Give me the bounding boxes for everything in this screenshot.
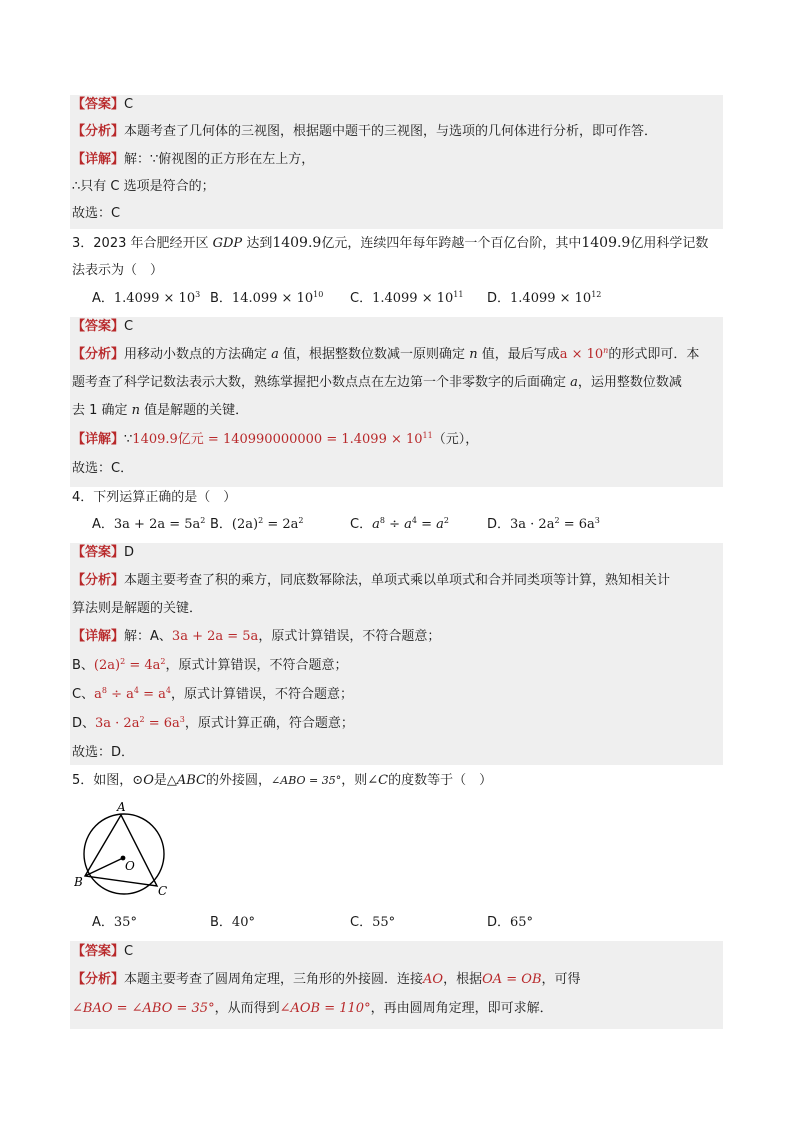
detail-exp: 2 [139, 715, 145, 724]
detail-text: C、 [72, 687, 95, 702]
option-value: 35° [113, 915, 137, 930]
detail-exp: 4 [165, 686, 171, 695]
q2-analysis-line [72, 123, 657, 141]
q4-option-d[interactable] [487, 516, 600, 534]
option-label: A． [92, 291, 114, 306]
label-a: A [117, 800, 126, 814]
detail-exp: 4 [133, 686, 139, 695]
q4-stem-line [72, 489, 236, 507]
detail-expr: = 4a [125, 658, 161, 673]
analysis-text: 本题考查了几何体的三视图，根据题中题干的三视图，与选项的几何体进行分析，即可作答． [124, 124, 658, 139]
analysis-text: 题考查了科学记数法表示大数，熟练掌握把小数点点在左边第一个非零数字的后面确定 [72, 375, 571, 390]
circle-symbol: ⊙ [132, 773, 144, 788]
option-exp: 10 [313, 290, 324, 299]
circle-triangle-figure [74, 800, 174, 896]
option-label: A． [92, 517, 114, 532]
analysis-text: 值是解题的关键． [140, 403, 249, 418]
option-expr: a [372, 517, 380, 532]
analysis-text: ，可得 [541, 972, 581, 987]
q3-choose-line [72, 460, 133, 478]
choose-text: 故选：C [72, 206, 121, 221]
detail-text: （元）， [432, 432, 479, 447]
q2-answer-line [72, 96, 133, 114]
q4-choose-line [72, 744, 134, 762]
stem-text: ，则 [341, 773, 368, 788]
q3-detail-line [72, 431, 478, 449]
answer-value: C [124, 944, 134, 959]
detail-expr: = 6a [144, 716, 180, 731]
stem-text: 的度数等于（ ） [388, 773, 493, 788]
detail-tag: 【详解】 [72, 152, 125, 167]
analysis-text: 本题主要考查了积的乘方，同底数幂除法，单项式乘以单项式和合并同类项等计算，熟知相关计 [124, 573, 671, 588]
stem-number: 1409.9 [272, 235, 322, 251]
option-expr: (2a) [231, 517, 259, 532]
option-expr: 1.4099 × 10 [372, 291, 454, 306]
analysis-text: ，根据 [443, 972, 483, 987]
stem-text: 3．2023 年合肥经开区 [72, 236, 213, 251]
stem-text: 亿用科学记数 [630, 236, 709, 251]
stem-angle: ∠C [367, 773, 389, 788]
analysis-text: 的形式即可．本 [608, 347, 700, 362]
analysis-tag: 【分析】 [72, 124, 125, 139]
detail-tag: 【详解】 [72, 629, 125, 644]
q5-analysis-line-1 [72, 971, 581, 989]
detail-text: ∵ [124, 432, 133, 447]
stem-text: 5．如图， [72, 773, 133, 788]
detail-text: ，原式计算错误，不符合题意； [258, 629, 441, 644]
var-n: n [469, 347, 478, 362]
analysis-text: ，运用整数位数减 [577, 375, 682, 390]
option-exp: 4 [411, 516, 417, 525]
detail-expr: 1409.9亿元 = 140990000000 = 1.4099 × 10 [132, 432, 423, 447]
label-b: B [74, 875, 83, 889]
stem-number: 1409.9 [581, 235, 631, 251]
choose-text: 故选：C． [72, 461, 134, 476]
option-exp: 2 [298, 516, 304, 525]
var-n: n [131, 403, 141, 418]
analysis-tag: 【分析】 [72, 347, 125, 362]
label-c: C [158, 884, 168, 896]
q5-analysis-line-2 [72, 1000, 553, 1018]
option-expr: 1.4099 × 10 [510, 291, 592, 306]
answer-value: D [124, 545, 135, 560]
option-expr: 14.099 × 10 [231, 291, 314, 306]
answer-tag: 【答案】 [72, 97, 125, 112]
sci-form-exp: n [603, 346, 609, 355]
q3-option-a[interactable] [92, 290, 200, 308]
option-expr: = 2a [263, 517, 299, 532]
q4-option-c[interactable] [350, 516, 449, 534]
answer-value: C [124, 319, 134, 334]
q3-option-c[interactable] [350, 290, 463, 308]
detail-text: 解：∵俯视图的正方形在左上方， [124, 152, 315, 167]
var-a: a [570, 375, 578, 390]
stem-var: O [143, 773, 154, 788]
option-label: D． [487, 915, 511, 930]
q5-option-b[interactable] [210, 914, 255, 932]
stem-text: 4．下列运算正确的是（ ） [72, 490, 237, 505]
q4-option-b[interactable] [210, 516, 303, 534]
analysis-text: 去 1 确定 [72, 403, 132, 418]
triangle-symbol: △ [166, 773, 177, 788]
option-expr: ÷ a [384, 517, 412, 532]
detail-exp: 3 [179, 715, 185, 724]
q3-analysis-line-2 [72, 374, 682, 392]
choose-text: 故选：D． [72, 745, 135, 760]
option-value: 65° [510, 915, 534, 930]
option-exp: 2 [200, 516, 206, 525]
option-label: B． [210, 517, 232, 532]
answer-tag: 【答案】 [72, 319, 125, 334]
detail-text: ，原式计算正确，符合题意； [184, 716, 354, 731]
option-label: A． [92, 915, 114, 930]
stem-gdp: GDP [212, 236, 243, 251]
stem-text: 是 [153, 773, 167, 788]
detail-expr: 3a + 2a = 5a [171, 629, 259, 644]
option-exp: 2 [258, 516, 264, 525]
q3-stem-line-1 [72, 234, 708, 253]
answer-tag: 【答案】 [72, 944, 125, 959]
analysis-text: 值，最后写成 [477, 347, 560, 362]
analysis-tag: 【分析】 [72, 573, 125, 588]
option-expr: = 6a [559, 517, 595, 532]
detail-tag: 【详解】 [72, 432, 125, 447]
option-exp: 2 [554, 516, 560, 525]
detail-text: 解：A、 [124, 629, 172, 644]
stem-text: 法表示为（ ） [72, 263, 164, 278]
analysis-text: 算法则是解题的关键． [72, 601, 203, 616]
analysis-expr: ∠AOB = 110° [279, 1001, 371, 1016]
q4-analysis-line-2 [72, 600, 202, 618]
option-label: C． [350, 291, 373, 306]
q4-detail-line-c [72, 686, 353, 704]
sci-form: a × 10 [559, 347, 604, 362]
detail-expr: (2a) [93, 658, 121, 673]
option-exp: 2 [443, 516, 449, 525]
stem-text: 亿元，连续四年每年跨越一个百亿台阶，其中 [321, 236, 582, 251]
option-label: C． [350, 915, 373, 930]
option-value: 55° [372, 915, 396, 930]
stem-angle: ∠ABO = 35° [271, 774, 342, 787]
stem-text: 达到 [242, 236, 273, 251]
q4-analysis-line-1 [72, 572, 670, 590]
q4-detail-line-a [72, 628, 440, 646]
q5-option-d[interactable] [487, 914, 533, 932]
analysis-text: 本题主要考查了圆周角定理，三角形的外接圆．连接 [124, 972, 424, 987]
option-label: B． [210, 915, 232, 930]
label-o: O [125, 859, 135, 873]
q5-answer-line [72, 943, 133, 961]
q3-option-d[interactable] [487, 290, 601, 308]
q2-choose-line [72, 205, 120, 223]
q3-stem-line-2 [72, 262, 163, 280]
answer-tag: 【答案】 [72, 545, 125, 560]
q3-analysis-line-3 [72, 402, 248, 420]
q3-analysis-line-1 [72, 346, 699, 364]
stem-text: 的外接圆， [206, 773, 272, 788]
analysis-tag: 【分析】 [72, 972, 125, 987]
option-exp: 12 [591, 290, 602, 299]
option-exp: 3 [195, 290, 201, 299]
option-label: D． [487, 517, 511, 532]
option-label: C． [350, 517, 373, 532]
detail-text: ∴只有 C 选项是符合的； [72, 179, 215, 194]
q2-detail-line [72, 151, 314, 169]
option-exp: 11 [453, 290, 464, 299]
q3-option-b[interactable] [210, 290, 323, 308]
q4-answer-line [72, 544, 134, 562]
option-exp: 8 [379, 516, 385, 525]
option-label: B． [210, 291, 232, 306]
analysis-text: 值，根据整数位数减一原则确定 [278, 347, 470, 362]
detail-exp: 8 [101, 686, 107, 695]
analysis-text: 用移动小数点的方法确定 [124, 347, 272, 362]
q3-answer-line [72, 318, 133, 336]
q4-detail-line-d [72, 715, 354, 733]
option-expr: 3a + 2a = 5a [113, 517, 201, 532]
stem-var: ABC [176, 773, 207, 788]
q5-option-a[interactable] [92, 914, 137, 932]
detail-exp: 2 [160, 657, 166, 666]
detail-expr: a [94, 687, 102, 702]
analysis-expr: ∠BAO = ∠ABO = 35° [72, 1001, 215, 1016]
analysis-expr: OA = OB [482, 972, 542, 987]
analysis-text: ，再由圆周角定理，即可求解． [370, 1001, 553, 1016]
option-expr: = a [416, 517, 444, 532]
q2-detail-line-2 [72, 178, 215, 196]
analysis-text: ，从而得到 [214, 1001, 280, 1016]
q5-option-c[interactable] [350, 914, 395, 932]
detail-text: ，原式计算错误，不符合题意； [165, 658, 348, 673]
detail-expr: = a [138, 687, 166, 702]
detail-text: ，原式计算错误，不符合题意； [170, 687, 353, 702]
option-expr: 3a · 2a [510, 517, 555, 532]
detail-text: D、 [72, 716, 96, 731]
detail-expr: 3a · 2a [95, 716, 140, 731]
option-label: D． [487, 291, 511, 306]
q5-stem-line [72, 772, 492, 790]
answer-value: C [124, 97, 134, 112]
detail-exp: 11 [422, 431, 433, 440]
detail-expr: ÷ a [106, 687, 134, 702]
q4-option-a[interactable] [92, 516, 205, 534]
option-exp: 3 [594, 516, 600, 525]
q4-detail-line-b [72, 657, 347, 675]
detail-text: B、 [72, 658, 94, 673]
option-value: 40° [231, 915, 255, 930]
option-expr: 1.4099 × 10 [113, 291, 196, 306]
detail-exp: 2 [120, 657, 126, 666]
analysis-var: AO [423, 972, 444, 987]
var-a: a [271, 347, 279, 362]
